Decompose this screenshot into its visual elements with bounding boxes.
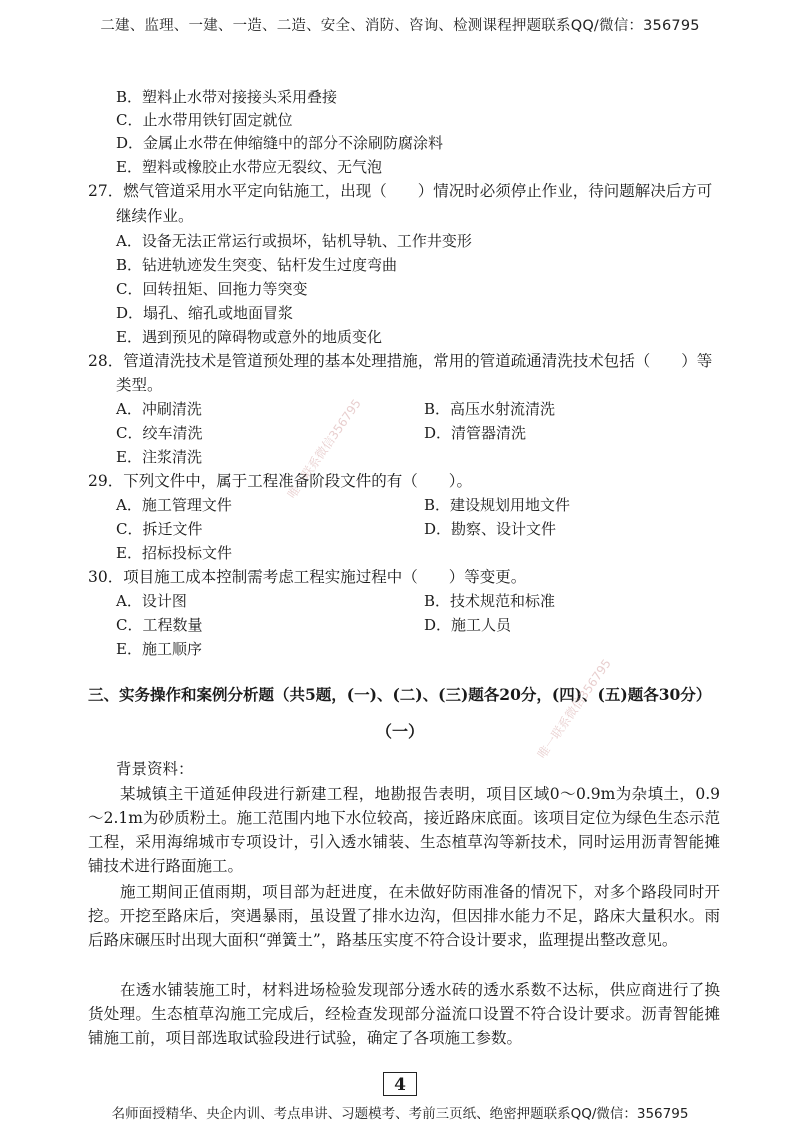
q30-option-e: E．施工顺序	[116, 640, 202, 658]
q27-option-b: B．钻进轨迹发生突变、钻杆发生过度弯曲	[116, 256, 398, 274]
q29-option-d: D．勘察、设计文件	[424, 520, 557, 538]
q26-option-c: C．止水带用铁钉固定就位	[116, 111, 293, 129]
q30-option-d: D．施工人员	[424, 616, 512, 634]
q27-stem-line2: 继续作业。	[116, 207, 194, 225]
q29-option-c: C．拆迁文件	[116, 520, 203, 538]
watermark-text: 唯一联系微信356795	[284, 396, 364, 502]
q29-option-b: B．建设规划用地文件	[424, 496, 571, 514]
q28-option-d: D．清管器清洗	[424, 424, 527, 442]
background-paragraph-1: 某城镇主干道延伸段进行新建工程，地勘报告表明，项目区域0～0.9m为杂填土，0.9～2.1m为砂质粉土。施工范围内地下水位较高，接近路床底面。该项目定位为绿色生态示范工程，采用海绵城市专项设计，引入透水铺装、生态植草沟等新技术，同时运用沥青智能摊铺技术进行路面施工。	[88, 785, 720, 875]
q27-option-e: E．遇到预见的障碍物或意外的地质变化	[116, 328, 382, 346]
q27-option-d: D．塌孔、缩孔或地面冒浆	[116, 304, 294, 322]
q28-stem-line1: 28．管道清洗技术是管道预处理的基本处理措施，常用的管道疏通清洗技术包括（ ）等	[88, 352, 713, 370]
q28-option-e: E．注浆清洗	[116, 448, 202, 466]
q28-option-b: B．高压水射流清洗	[424, 400, 556, 418]
case-number: （一）	[375, 722, 424, 741]
q27-option-a: A．设备无法正常运行或损坏，钻机导轨、工作井变形	[116, 232, 472, 250]
q30-option-b: B．技术规范和标准	[424, 592, 556, 610]
background-paragraph-2: 施工期间正值雨期，项目部为赶进度，在未做好防雨准备的情况下，对多个路段同时开挖。开挖至路床后，突遇暴雨，虽设置了排水边沟，但因排水能力不足，路床大量积水。雨后路床碾压时出现大面积“弹簧土”，路基压实度不符合设计要求，监理提出整改意见。	[88, 883, 720, 949]
q28-option-c: C．绞车清洗	[116, 424, 203, 442]
q29-option-a: A．施工管理文件	[116, 496, 232, 514]
q27-option-c: C．回转扭矩、回拖力等突变	[116, 280, 308, 298]
q27-stem-line1: 27．燃气管道采用水平定向钻施工，出现（ ）情况时必须停止作业，待问题解决后方可	[88, 182, 713, 200]
q28-option-a: A．冲刷清洗	[116, 400, 202, 418]
q29-stem: 29．下列文件中，属于工程准备阶段文件的有（ ）。	[88, 472, 472, 490]
watermark-text: 唯一联系微信356795	[534, 656, 614, 762]
q28-stem-line2: 类型。	[116, 376, 163, 394]
q26-option-b: B．塑料止水带对接接头采用叠接	[116, 88, 338, 106]
page-number: 4	[383, 1072, 417, 1096]
q26-option-e: E．塑料或橡胶止水带应无裂纹、无气泡	[116, 158, 382, 176]
q30-option-a: A．设计图	[116, 592, 187, 610]
q29-option-e: E．招标投标文件	[116, 544, 232, 562]
header-advertisement: 二建、监理、一建、一造、二造、安全、消防、咨询、检测课程押题联系QQ/微信：356795	[100, 18, 700, 34]
footer-advertisement: 名师面授精华、央企内训、考点串讲、习题模考、考前三页纸、绝密押题联系QQ/微信：356795	[111, 1106, 689, 1122]
q30-option-c: C．工程数量	[116, 616, 203, 634]
q26-option-d: D．金属止水带在伸缩缝中的部分不涂刷防腐涂料	[116, 134, 444, 152]
background-paragraph-3: 在透水铺装施工时，材料进场检验发现部分透水砖的透水系数不达标，供应商进行了换货处理。生态植草沟施工完成后，经检查发现部分溢流口设置不符合设计要求。沥青智能摊铺施工前，项目部选取试验段进行试验，确定了各项施工参数。	[88, 981, 720, 1047]
background-label: 背景资料：	[116, 760, 194, 778]
section-title: 三、实务操作和案例分析题（共5题，(一)、(二)、(三)题各20分，(四)、(五)题各30分）	[88, 685, 712, 704]
q30-stem: 30．项目施工成本控制需考虑工程实施过程中（ ）等变更。	[88, 568, 527, 586]
